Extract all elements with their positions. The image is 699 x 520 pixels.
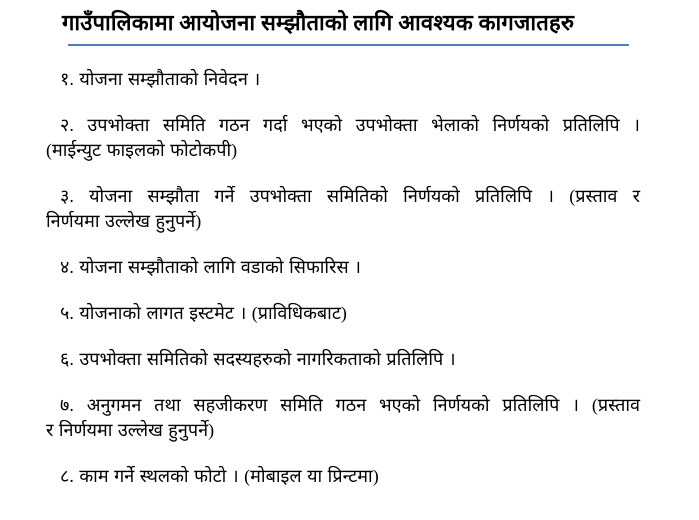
list-item [46, 184, 640, 234]
title-underline [68, 44, 629, 46]
list-item [46, 113, 640, 163]
list-item [46, 347, 640, 372]
page-title: गाउँपालिकामा आयोजना सम्झौताको लागि आवश्यक कागजातहरु [62, 10, 575, 35]
document-list [46, 67, 640, 489]
list-item-text: ६. उपभोक्ता समितिको सदस्यहरुको नागरिकताको प्रतिलिपि । [60, 349, 456, 369]
list-item [46, 255, 640, 280]
list-item-text-continued: निर्णयमा उल्लेख हुनुपर्ने) [46, 211, 202, 231]
list-item-text: ७. अनुगमन तथा सहजीकरण समिति गठन भएको निर्णयको प्रतिलिपि । (प्रस्ताव [60, 395, 640, 415]
list-item-text: ५. योजनाको लागत इस्टमेट । (प्राविधिकबाट) [60, 303, 347, 323]
list-item [46, 393, 640, 443]
list-item-text: ८. काम गर्ने स्थलको फोटो । (मोबाइल या प्रिन्टमा) [60, 466, 379, 486]
list-item-text: २. उपभोक्ता समिति गठन गर्दा भएको उपभोक्ता भेलाको निर्णयको प्रतिलिपि । [60, 115, 640, 135]
list-item [46, 464, 640, 489]
list-item-text: १. योजना सम्झौताको निवेदन । [60, 69, 261, 89]
list-item-text-continued: र निर्णयमा उल्लेख हुनुपर्ने) [46, 420, 215, 440]
list-item-text: ४. योजना सम्झौताको लागि वडाको सिफारिस । [60, 257, 361, 277]
list-item [46, 67, 640, 92]
list-item-text-continued: (माईन्युट फाइलको फोटोकपी) [46, 140, 238, 160]
list-item-text: ३. योजना सम्झौता गर्ने उपभोक्ता समितिको निर्णयको प्रतिलिपि । (प्रस्ताव र [60, 186, 640, 206]
list-item [46, 301, 640, 326]
